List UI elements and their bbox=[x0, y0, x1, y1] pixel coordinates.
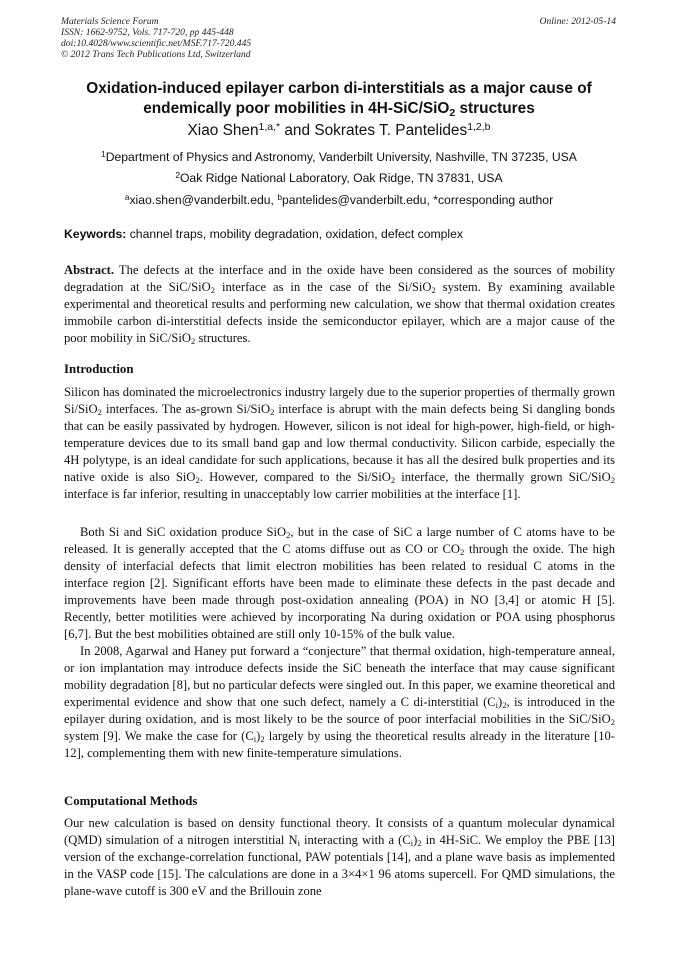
affiliation-1: $^1$Department of Physics and Astronomy, Vanderbilt University, Nashville, TN 37235, USA bbox=[101, 149, 577, 164]
keywords-text: channel traps, mobility degradation, oxidation, defect complex bbox=[126, 227, 464, 241]
abstract: Abstract. The defects at the interface and in the oxide have been considered as the sources of mobility degradation at the SiC/SiO$_2$ interface as in the case of the Si/SiO$_2$ system. By examining available experimental and theoretical results and performing new calculation, we show that thermal oxidation creates immobile carbon di-interstitial defects inside the semiconductor epilayer, which are a major cause of the poor mobility in SiC/SiO$_2$ structures. bbox=[64, 263, 615, 347]
affiliation-2: $^2$Oak Ridge National Laboratory, Oak Ridge, TN 37831, USA bbox=[175, 170, 503, 185]
methods-paragraph-1: Our new calculation is based on density functional theory. It consists of a quantum molecular dynamical (QMD) simulation of a nitrogen interstitial $N_i$ interacting with a $(C_i)_2$ in 4H-SiC. We employ the PBE [13] version of the exchange-correlation functional, PAW potentials [14], and a plane wave basis as implemented in the VASP code [15]. The calculations are done in a 3×4×1 96 atoms supercell. For QMD simulations, the plane-wave cutoff is 300 eV and the Brillouin zone bbox=[64, 816, 615, 898]
author-emails: $^a$xiao.shen@vanderbilt.edu, $^b$pantelides@vanderbilt.edu, *corresponding author bbox=[124, 192, 554, 207]
intro-paragraph-2: Both Si and SiC oxidation produce SiO$_2$, but in the case of SiC a large number of C atoms have to be released. It is generally accepted that the C atoms diffuse out as CO or $CO_2$ through the oxide. The high density of interfacial defects that limit electron mobilities has been related to residual C atoms in the interface region [2]. Significant efforts have been made to eliminate these defects in the past decade and improvements have been made through post-oxidation annealing (POA) in NO [3,4] or atomic H [5]. Recently, better motilities were achieved by incorporating Na during oxidation or POA using phosphorus [6,7]. But the best mobilities obtained are still only 10-15% of the bulk value. bbox=[64, 525, 615, 641]
section-heading-introduction: Introduction bbox=[64, 362, 134, 376]
title-line-1: Oxidation-induced epilayer carbon di-interstitials as a major cause of bbox=[86, 80, 592, 97]
abstract-label: Abstract. bbox=[64, 263, 115, 277]
journal-name: Materials Science Forum bbox=[61, 16, 159, 27]
title-line-2: endemically poor mobilities in 4H-SiC/SiO$_2$ structures bbox=[143, 100, 535, 119]
journal-header bbox=[61, 16, 616, 60]
keywords bbox=[64, 227, 614, 242]
copyright-line: © 2012 Trans Tech Publications Ltd, Switzerland bbox=[61, 49, 251, 60]
intro-paragraph-3: In 2008, Agarwal and Haney put forward a “conjecture” that thermal oxidation, high-temperature anneal, or ion implantation may introduce defects inside the SiC beneath the interface that may cause significant mobility degradation [8], but no particular defects were singled out. In this paper, we examine theoretical and experimental evidence and show that one such defect, namely a C di-interstitial $(C_i)_2$, is introduced in the epilayer during oxidation, and is most likely to be the source of poor interfacial mobilities in the SiC/SiO$_2$ system [9]. We make the case for $(C_i)_2$ largely by using the theoretical results already in the literature [10-12], complementing them with new finite-temperature simulations. bbox=[64, 644, 615, 760]
section-heading-computational-methods: Computational Methods bbox=[64, 794, 198, 808]
author-list: Xiao Shen$^{1,a,*}$ and Sokrates T. Pantelides$^{1,2,b}$ bbox=[187, 122, 491, 139]
author-1: Xiao Shen bbox=[187, 122, 259, 139]
paper-title bbox=[40, 79, 638, 119]
intro-paragraph-1: Silicon has dominated the microelectronics industry largely due to the superior properties of thermally grown Si/SiO$_2$ interfaces. The as-grown Si/SiO$_2$ interface is abrupt with the main defects being Si dangling bonds that can be easily passivated by hydrogen. However, silicon is not ideal for high-power, high-field, or high-temperature devices due to its small band gap and low thermal conductivity. Silicon carbide, especially the 4H polytype, is an ideal candidate for such applications, because it has all the desired bulk properties and its native oxide is also SiO$_2$. However, compared to the Si/SiO$_2$ interface, the thermally grown SiC/SiO$_2$ interface is far inferior, resulting in unacceptably low carrier mobilities at the interface [1]. bbox=[64, 385, 615, 501]
author-2: Sokrates T. Pantelides bbox=[314, 122, 468, 139]
keywords-label: Keywords: bbox=[64, 227, 127, 241]
doi-line: doi:10.4028/www.scientific.net/MSF.717-720.445 bbox=[61, 38, 252, 49]
online-date: Online: 2012-05-14 bbox=[539, 16, 616, 27]
issn-line: ISSN: 1662-9752, Vols. 717-720, pp 445-448 bbox=[61, 27, 234, 38]
